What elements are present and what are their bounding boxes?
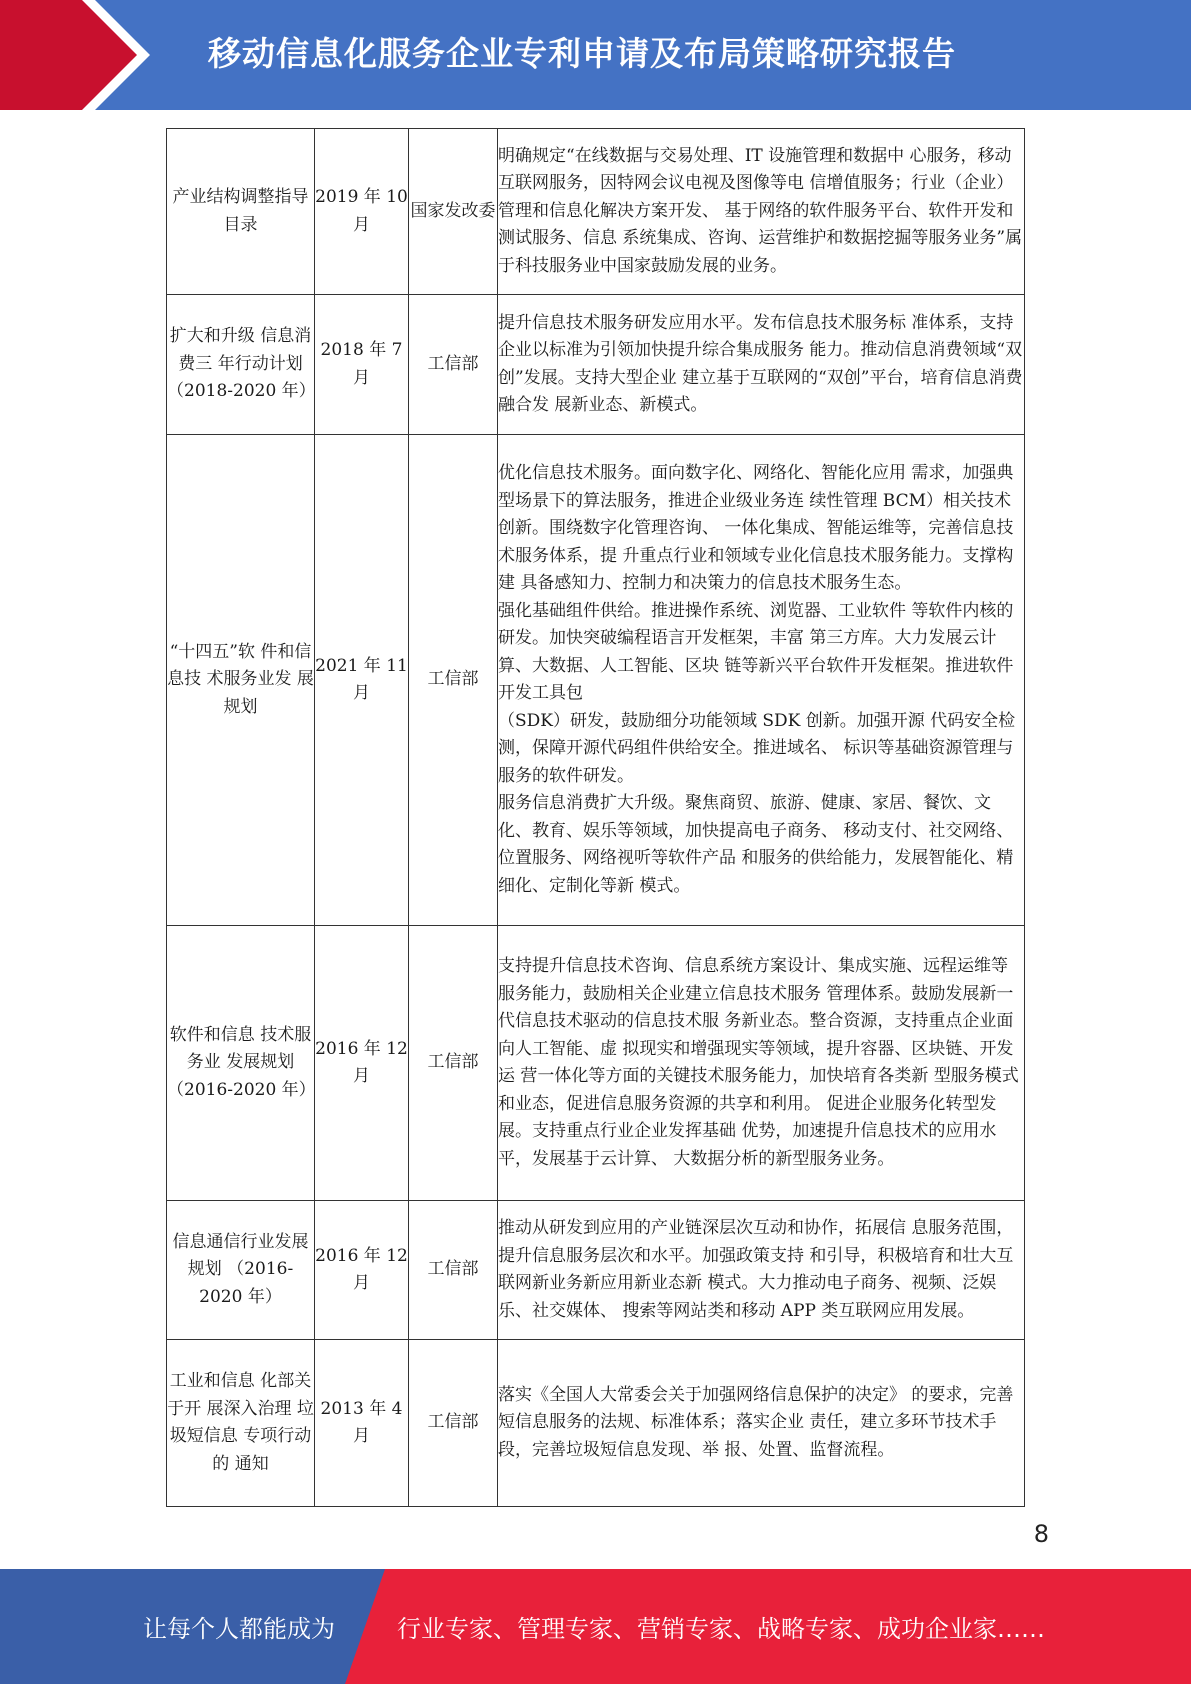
table-row (167, 295, 1025, 435)
policy-table (166, 128, 1025, 1507)
page-header (0, 0, 1191, 110)
content-paragraph: 支持提升信息技术咨询、信息系统方案设计、集成实施、远程运维等服务能力，鼓励相关企业建立信息技术服务 管理体系。鼓励发展新一代信息技术驱动的信息技术服 务新业态。整合资源，支持重点企业面向人工智能、虚 拟现实和增强现实等领域，提升容器、区块链、开发运 营一体化等方面的关键技术服务能力，加快培育各类新 型服务模式和业态，促进信息服务资源的共享和利用。 促进企业服务化转型发展。支持重点行业企业发挥基础 优势，加速提升信息技术的应用水平，发展基于云计算、 大数据分析的新型服务业务。 (498, 956, 1019, 1169)
content-paragraph: 优化信息技术服务。面向数字化、网络化、智能化应用 需求，加强典型场景下的算法服务，推进企业级业务连 续性管理 BCM）相关技术创新。围绕数字化管理咨询、 一体化集成、智能运维等，完善信息技术服务体系，提 升重点行业和领域专业化信息技术服务能力。支撑构建 具备感知力、控制力和决策力的信息技术服务生态。 (498, 463, 1014, 593)
footer-slogan-right: 行业专家、管理专家、营销专家、战略专家、成功企业家…… (397, 1615, 1045, 1643)
policy-content (498, 295, 1025, 435)
footer-slogan-left: 让每个人都能成为 (143, 1615, 335, 1643)
policy-name: 信息通信行业发展规划 （2016-2020 年） (167, 1201, 315, 1340)
content-paragraph: 明确规定“在线数据与交易处理、IT 设施管理和数据中 心服务，移动互联网服务，因特网会议电视及图像等电 信增值服务；行业（企业）管理和信息化解决方案开发、 基于网络的软件服务平台、软件开发和测试服务、信息 系统集成、咨询、运营维护和数据挖掘等服务业务”属 于科技服务业中国家鼓励发展的业务。 (498, 145, 1023, 276)
policy-date: 2019 年 10 月 (315, 129, 409, 295)
policy-date: 2021 年 11 月 (315, 435, 409, 926)
content-paragraph: 强化基础组件供给。推进操作系统、浏览器、工业软件 等软件内核的研发。加快突破编程语言开发框架，丰富 第三方库。大力发展云计算、大数据、人工智能、区块 链等新兴平台软件开发框架。推进软件开发工具包 (498, 600, 1014, 703)
table-row (167, 1340, 1025, 1507)
report-title: 移动信息化服务企业专利申请及布局策略研究报告 (208, 34, 956, 73)
content-paragraph: 推动从研发到应用的产业链深层次互动和协作，拓展信 息服务范围，提升信息服务层次和水平。加强政策支持 和引导，积极培育和壮大互联网新业务新应用新业态新 模式。大力推动电子商务、视频、泛娱乐、社交媒体、 搜索等网站类和移动 APP 类互联网应用发展。 (498, 1218, 1014, 1321)
policy-date: 2013 年 4 月 (315, 1340, 409, 1507)
policy-dept: 工信部 (409, 435, 498, 926)
policy-dept: 工信部 (409, 295, 498, 435)
policy-dept: 工信部 (409, 1201, 498, 1340)
content-paragraph: 提升信息技术服务研发应用水平。发布信息技术服务标 准体系，支持企业以标准为引领加快提升综合集成服务 能力。推动信息消费领域“双创”发展。支持大型企业 建立基于互联网的“双创”平台，培育信息消费融合发 展新业态、新模式。 (498, 312, 1023, 415)
policy-date: 2016 年 12 月 (315, 926, 409, 1201)
policy-content (498, 129, 1025, 295)
table-row (167, 1201, 1025, 1340)
policy-content (498, 926, 1025, 1201)
policy-content (498, 1201, 1025, 1340)
policy-dept: 国家发改委 (409, 129, 498, 295)
policy-name: 工业和信息 化部关于开 展深入治理 垃圾短信息 专项行动的 通知 (167, 1340, 315, 1507)
content-paragraph: （SDK）研发，鼓励细分功能领域 SDK 创新。加强开源 代码安全检测，保障开源代码组件供给安全。推进域名、 标识等基础资源管理与服务的软件研发。 (498, 710, 1016, 786)
table-row (167, 435, 1025, 926)
page-footer (0, 1569, 1191, 1684)
content-paragraph: 落实《全国人大常委会关于加强网络信息保护的决定》 的要求，完善短信息服务的法规、标准体系；落实企业 责任，建立多环节技术手段，完善垃圾短信息发现、举 报、处置、监督流程。 (498, 1384, 1014, 1460)
policy-date: 2016 年 12 月 (315, 1201, 409, 1340)
policy-dept: 工信部 (409, 1340, 498, 1507)
policy-name: “十四五”软 件和信息技 术服务业发 展规划 (167, 435, 315, 926)
header-chevron-red (0, 0, 150, 110)
content-paragraph: 服务信息消费扩大升级。聚焦商贸、旅游、健康、家居、餐饮、文化、教育、娱乐等领域，加快提高电子商务、 移动支付、社交网络、位置服务、网络视听等软件产品 和服务的供给能力，发展智能化、精细化、定制化等新 模式。 (498, 793, 1014, 896)
policy-date: 2018 年 7 月 (315, 295, 409, 435)
policy-content (498, 435, 1025, 926)
policy-name: 产业结构调整指导目录 (167, 129, 315, 295)
table-row (167, 926, 1025, 1201)
policy-name: 扩大和升级 信息消费三 年行动计划 （2018-2020 年） (167, 295, 315, 435)
table-row (167, 129, 1025, 295)
page-number: 8 (1033, 1520, 1049, 1548)
policy-dept: 工信部 (409, 926, 498, 1201)
policy-name: 软件和信息 技术服务业 发展规划 （2016-2020 年） (167, 926, 315, 1201)
policy-content (498, 1340, 1025, 1507)
